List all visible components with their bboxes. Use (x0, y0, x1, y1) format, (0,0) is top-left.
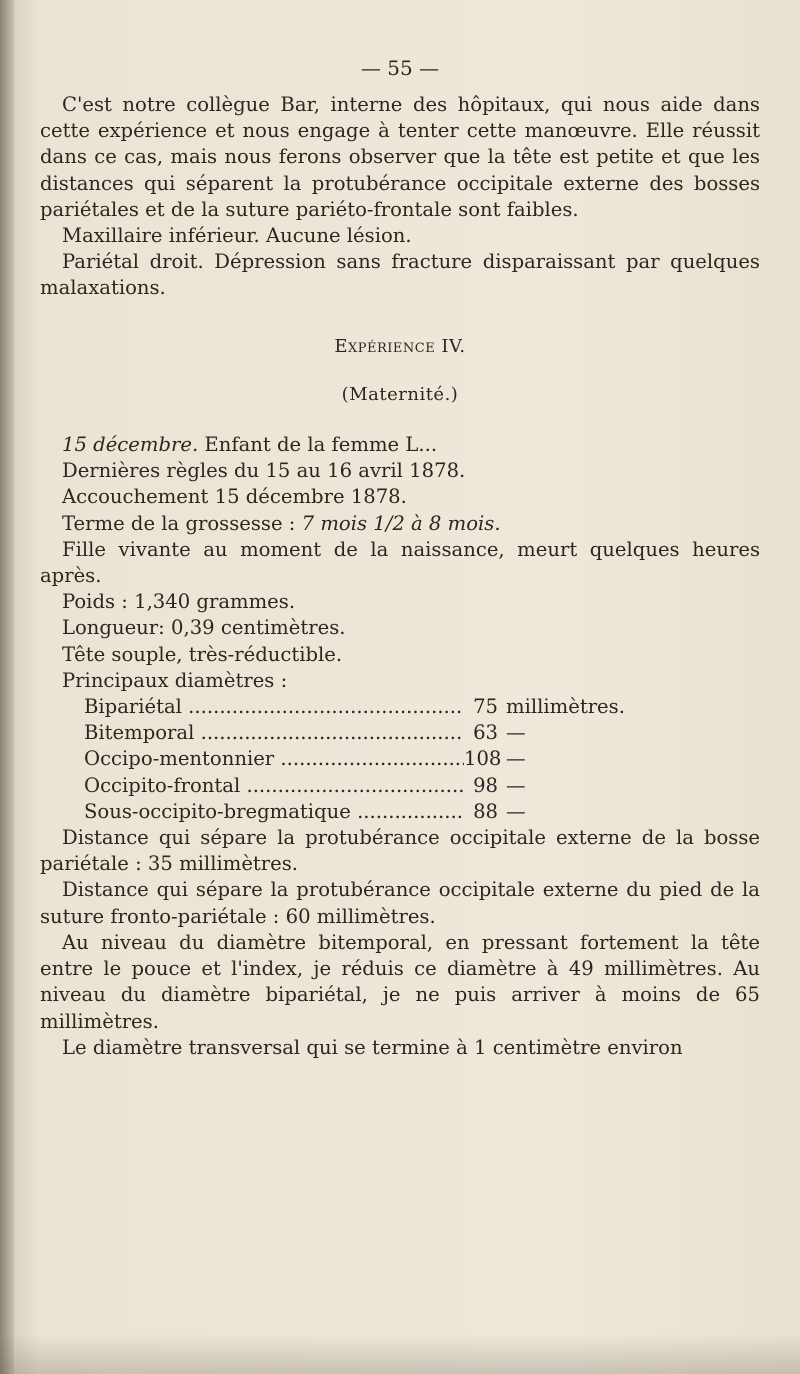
binding-shadow (0, 0, 14, 1374)
diameter-value: 108 (464, 747, 502, 771)
diameter-unit: — (506, 799, 526, 823)
section-title: Expérience IV. (334, 335, 466, 357)
case-line: Poids : 1,340 grammes. (62, 590, 296, 614)
case-subject: Enfant de la femme L... (198, 433, 438, 457)
diameter-unit: — (506, 773, 526, 797)
case-line: Fille vivante au moment de la naissance, meurt quelques heures après. (40, 537, 760, 588)
closing-paragraph-4: Le diamètre transversal qui se termine à 1 centimètre environ (62, 1035, 683, 1059)
diameter-name: Bitemporal ..... (84, 720, 464, 746)
diameter-name: Occipo-mentonnier ..... (84, 746, 464, 772)
body-text (40, 92, 760, 1061)
diameter-row (40, 746, 760, 772)
diameter-row (40, 799, 760, 825)
diameter-value: 98 (473, 773, 498, 797)
terme-value: 7 mois 1/2 à 8 mois. (301, 511, 501, 535)
case-terme-line (40, 511, 760, 537)
diameter-row (40, 773, 760, 799)
terme-label: Terme de la grossesse : (62, 511, 302, 535)
diameter-value: 63 (473, 721, 498, 745)
diameter-name: Bipariétal ..... (84, 694, 464, 720)
diameter-value: 75 (473, 695, 498, 719)
case-date: 15 décembre. (62, 433, 199, 457)
diameters-table (40, 694, 760, 825)
diameter-name: Occipito-frontal ..... (84, 773, 464, 799)
intro-paragraph-1: C'est notre collègue Bar, interne des hôpitaux, qui nous aide dans cette expérience et nous engage à tenter cette manœuvre. Elle réussit dans ce cas, mais nous ferons observer que la tête est petite et que les distances qui séparent la protubérance occipitale externe des bosses pariétales et de la suture pariéto-frontale sont faibles. (40, 93, 760, 221)
diameter-unit: — (506, 721, 526, 745)
section-subtitle: (Maternité.) (341, 383, 459, 405)
case-date-line (40, 432, 760, 458)
case-line: Accouchement 15 décembre 1878. (62, 485, 407, 509)
intro-paragraph-2: Maxillaire inférieur. Aucune lésion. (62, 224, 412, 248)
diameter-unit: — (506, 747, 526, 771)
diameter-value: 88 (473, 799, 498, 823)
closing-paragraph-1: Distance qui sépare la protubérance occipitale externe de la bosse pariétale : 35 millimètres. (40, 826, 760, 876)
diameter-name: Sous-occipito-bregmatique ..... (84, 799, 464, 825)
closing-paragraph-2: Distance qui sépare la protubérance occipitale externe du pied de la suture fronto-pariétale : 60 millimètres. (40, 878, 760, 928)
page-number: — 55 — (360, 56, 440, 80)
case-line: Tête souple, très-réductible. (62, 642, 343, 666)
bottom-shadow (0, 1334, 800, 1374)
case-line: Longueur: 0,39 centimètres. (62, 616, 346, 640)
case-line: Dernières règles du 15 au 16 avril 1878. (62, 459, 466, 483)
diameter-row (40, 694, 760, 720)
intro-paragraph-3: Pariétal droit. Dépression sans fracture disparaissant par quelques malaxations. (40, 250, 760, 300)
closing-paragraph-3: Au niveau du diamètre bitemporal, en pressant fortement la tête entre le pouce et l'index, je réduis ce diamètre à 49 millimètres. Au niveau du diamètre bipariétal, je ne puis arriver à moins de 65 millimètres. (40, 930, 760, 1033)
diameter-unit: millimètres. (506, 695, 625, 719)
diameter-row (40, 720, 760, 746)
case-line: Principaux diamètres : (62, 668, 288, 692)
